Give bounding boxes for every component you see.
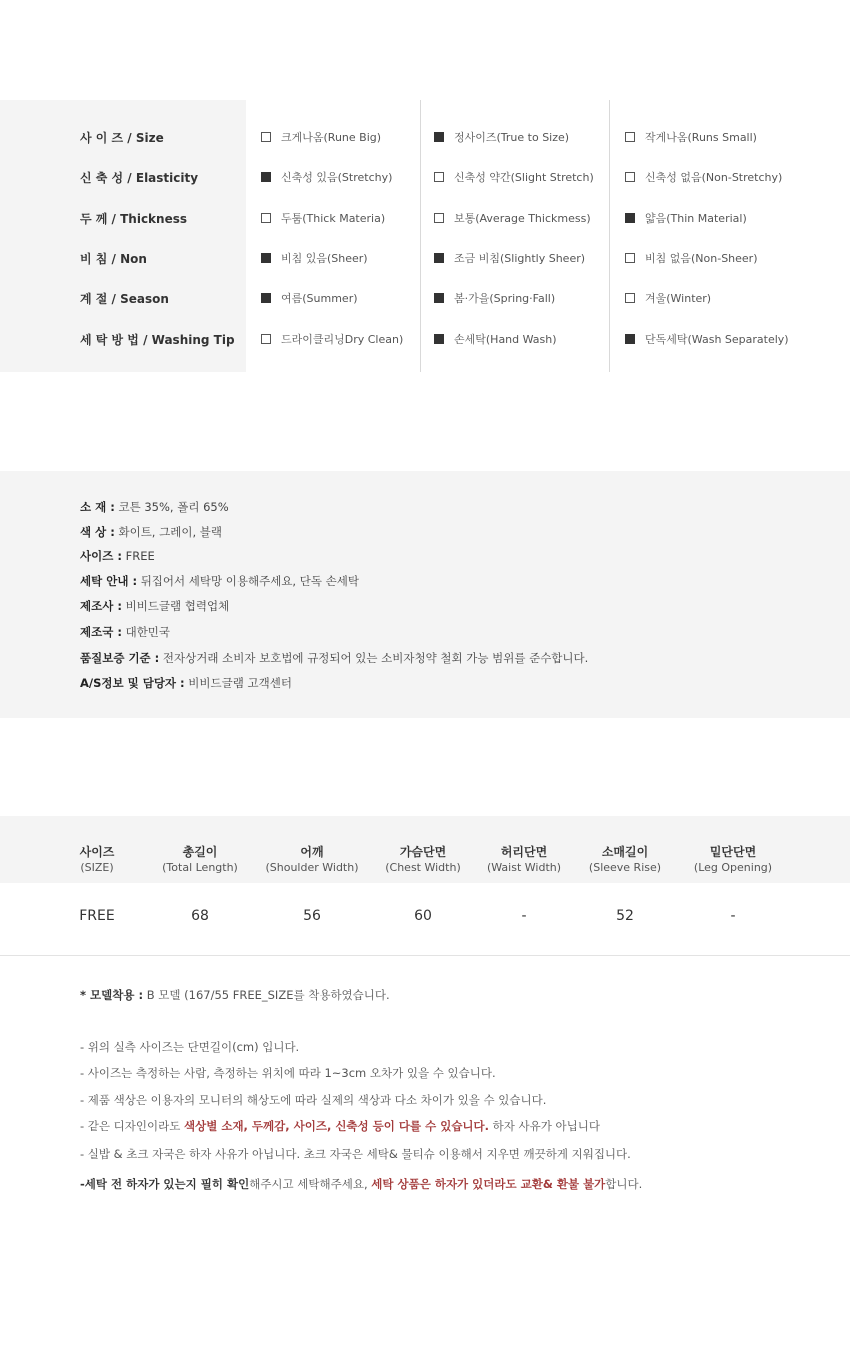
size-header-en: (Shoulder Width): [265, 861, 359, 874]
info-value: 화이트, 그레이, 블랙: [114, 525, 222, 539]
size-value-cell: 52: [616, 908, 634, 924]
attribute-option: [434, 290, 555, 306]
size-header-ko: 밑단단면: [709, 845, 757, 859]
info-key: 제조국 :: [80, 625, 122, 639]
size-value-cell: -: [730, 908, 736, 924]
size-table-divider: [0, 955, 850, 956]
note-chalk: - 실밥 & 초크 자국은 하자 사유가 아닙니다. 초크 자국은 세탁& 물티슈 이용해서 지우면 깨끗하게 지워집니다.: [80, 1147, 631, 1161]
info-key: 품질보증 기준 :: [80, 651, 160, 665]
attribute-option-label: 드라이클리닝Dry Clean): [281, 333, 404, 346]
note-wash-b: 해주시고 세탁해주세요,: [249, 1177, 372, 1191]
attribute-row: [0, 290, 850, 310]
unchecked-box-icon: [625, 172, 635, 182]
unchecked-box-icon: [434, 213, 444, 223]
attribute-option: [625, 290, 711, 306]
info-key: 색 상 :: [80, 525, 115, 539]
info-value: FREE: [121, 549, 155, 563]
size-table-header: [0, 816, 850, 883]
info-value: 대한민국: [121, 625, 171, 639]
size-header-cell: [135, 843, 265, 874]
size-value-cell: FREE: [79, 908, 115, 924]
info-key: A/S정보 및 담당자 :: [80, 676, 185, 690]
unchecked-box-icon: [625, 293, 635, 303]
attribute-option-label: 겨울(Winter): [645, 292, 712, 305]
attribute-label: 세 탁 방 법 / Washing Tip: [80, 333, 235, 347]
size-value-cell: 68: [191, 908, 209, 924]
note-color: - 제품 색상은 이용자의 모니터의 해상도에 따라 실제의 색상과 다소 차이가 있을 수 있습니다.: [80, 1093, 547, 1107]
checked-box-icon: [625, 213, 635, 223]
info-key: 세탁 안내 :: [80, 574, 138, 588]
info-row: [80, 499, 229, 515]
size-header-ko: 소매길이: [601, 845, 649, 859]
attribute-row: [0, 331, 850, 351]
attribute-row: [0, 250, 850, 270]
attribute-option: [625, 250, 758, 266]
unchecked-box-icon: [625, 253, 635, 263]
attribute-option-label: 조금 비침(Slightly Sheer): [454, 252, 586, 265]
checked-box-icon: [434, 293, 444, 303]
attribute-option: [434, 250, 585, 266]
attribute-label: 계 절 / Season: [80, 292, 169, 306]
attribute-label: 비 침 / Non: [80, 252, 147, 266]
size-value-cell: -: [521, 908, 527, 924]
attribute-option: [625, 169, 782, 185]
attribute-option-label: 단독세탁(Wash Separately): [645, 333, 789, 346]
size-header-en: (Leg Opening): [693, 861, 773, 874]
attribute-option: [261, 129, 381, 145]
note-wash-highlight: 세탁 상품은 하자가 있더라도 교환& 환불 불가: [371, 1177, 606, 1191]
info-row: [80, 548, 155, 564]
info-row: [80, 598, 229, 614]
info-key: 소 재 :: [80, 500, 115, 514]
size-header-ko: 총길이: [182, 845, 218, 859]
attribute-label: 두 께 / Thickness: [80, 212, 188, 226]
note-variation-a: - 같은 디자인이라도: [80, 1119, 184, 1133]
note-error: - 사이즈는 측정하는 사람, 측정하는 위치에 따라 1~3cm 오차가 있을 수 있습니다.: [80, 1066, 496, 1080]
checked-box-icon: [434, 253, 444, 263]
size-header-ko: 어깨: [300, 845, 324, 859]
unchecked-box-icon: [434, 172, 444, 182]
info-row: [80, 675, 292, 691]
size-value-cell: 56: [303, 908, 321, 924]
info-row: [80, 650, 588, 666]
info-row: [80, 624, 170, 640]
checked-box-icon: [261, 253, 271, 263]
model-note-value: B 모델 (167/55 FREE_SIZE를 착용하였습니다.: [143, 988, 390, 1002]
checked-box-icon: [434, 132, 444, 142]
attribute-option: [261, 210, 385, 226]
attribute-row: [0, 129, 850, 149]
attribute-label: 신 축 성 / Elasticity: [80, 171, 199, 185]
attribute-option-label: 신축성 없음(Non-Stretchy): [645, 171, 783, 184]
size-header-ko: 가슴단면: [399, 845, 447, 859]
note-wash-warning: [80, 1176, 642, 1192]
attribute-option-label: 작게나옴(Runs Small): [645, 131, 757, 144]
info-value: 코튼 35%, 폴리 65%: [114, 500, 229, 514]
info-value: 비비드글램 고객센터: [184, 676, 292, 690]
attribute-option-label: 여름(Summer): [281, 292, 358, 305]
size-header-en: (Waist Width): [486, 861, 562, 874]
note-variation: [80, 1118, 600, 1134]
attribute-option-label: 신축성 약간(Slight Stretch): [454, 171, 594, 184]
attribute-option-label: 정사이즈(True to Size): [454, 131, 570, 144]
attribute-option-label: 두툼(Thick Materia): [281, 212, 386, 225]
model-note: [80, 987, 390, 1003]
size-header-en: (SIZE): [80, 861, 114, 874]
size-header-cell: [668, 843, 798, 874]
attribute-row: [0, 169, 850, 189]
product-info-panel: [0, 471, 850, 718]
checked-box-icon: [434, 334, 444, 344]
info-key: 사이즈 :: [80, 549, 122, 563]
info-row: [80, 524, 222, 540]
unchecked-box-icon: [261, 334, 271, 344]
attribute-option: [625, 331, 789, 347]
size-header-ko: 사이즈: [79, 845, 115, 859]
info-row: [80, 573, 359, 589]
note-measure: - 위의 실측 사이즈는 단면길이(cm) 입니다.: [80, 1040, 300, 1054]
attribute-option: [261, 250, 368, 266]
note-wash-d: 합니다.: [605, 1177, 643, 1191]
unchecked-box-icon: [625, 132, 635, 142]
attribute-option-label: 보통(Average Thickmess): [454, 212, 591, 225]
attribute-option-label: 신축성 있음(Stretchy): [281, 171, 393, 184]
attribute-option: [625, 210, 747, 226]
info-key: 제조사 :: [80, 599, 122, 613]
attribute-option-label: 비침 있음(Sheer): [281, 252, 368, 265]
info-value: 전자상거래 소비자 보호법에 규정되어 있는 소비자청약 철회 가능 범위를 준수합니다.: [159, 651, 589, 665]
size-header-en: (Total Length): [162, 861, 238, 874]
attribute-option: [434, 129, 569, 145]
size-header-ko: 허리단면: [500, 845, 548, 859]
attribute-option-label: 비침 없음(Non-Sheer): [645, 252, 758, 265]
attribute-option: [434, 210, 591, 226]
attribute-option: [261, 169, 392, 185]
attribute-option-label: 크게나옴(Rune Big): [281, 131, 382, 144]
size-header-en: (Chest Width): [385, 861, 461, 874]
size-header-en: (Sleeve Rise): [588, 861, 662, 874]
info-value: 뒤집어서 세탁망 이용해주세요, 단독 손세탁: [137, 574, 359, 588]
model-note-key: * 모델착용 :: [80, 988, 144, 1002]
attribute-option-label: 봄·가을(Spring·Fall): [454, 292, 556, 305]
unchecked-box-icon: [261, 132, 271, 142]
note-wash-a: -세탁 전 하자가 있는지 필히 확인: [80, 1177, 250, 1191]
attribute-label: 사 이 즈 / Size: [80, 131, 164, 145]
attribute-option: [625, 129, 757, 145]
unchecked-box-icon: [261, 213, 271, 223]
attribute-row: [0, 210, 850, 230]
attribute-option-label: 손세탁(Hand Wash): [454, 333, 557, 346]
attribute-option-label: 얇음(Thin Material): [645, 212, 747, 225]
attribute-table: [0, 100, 850, 372]
checked-box-icon: [261, 172, 271, 182]
attribute-option: [261, 290, 358, 306]
note-variation-highlight: 색상별 소재, 두께감, 사이즈, 신축성 등이 다를 수 있습니다.: [184, 1119, 490, 1133]
checked-box-icon: [261, 293, 271, 303]
attribute-option: [434, 169, 594, 185]
size-value-cell: 60: [414, 908, 432, 924]
attribute-option: [261, 331, 403, 347]
checked-box-icon: [625, 334, 635, 344]
info-value: 비비드글램 협력업체: [121, 599, 230, 613]
note-variation-c: 하자 사유가 아닙니다: [489, 1119, 600, 1133]
attribute-option: [434, 331, 557, 347]
